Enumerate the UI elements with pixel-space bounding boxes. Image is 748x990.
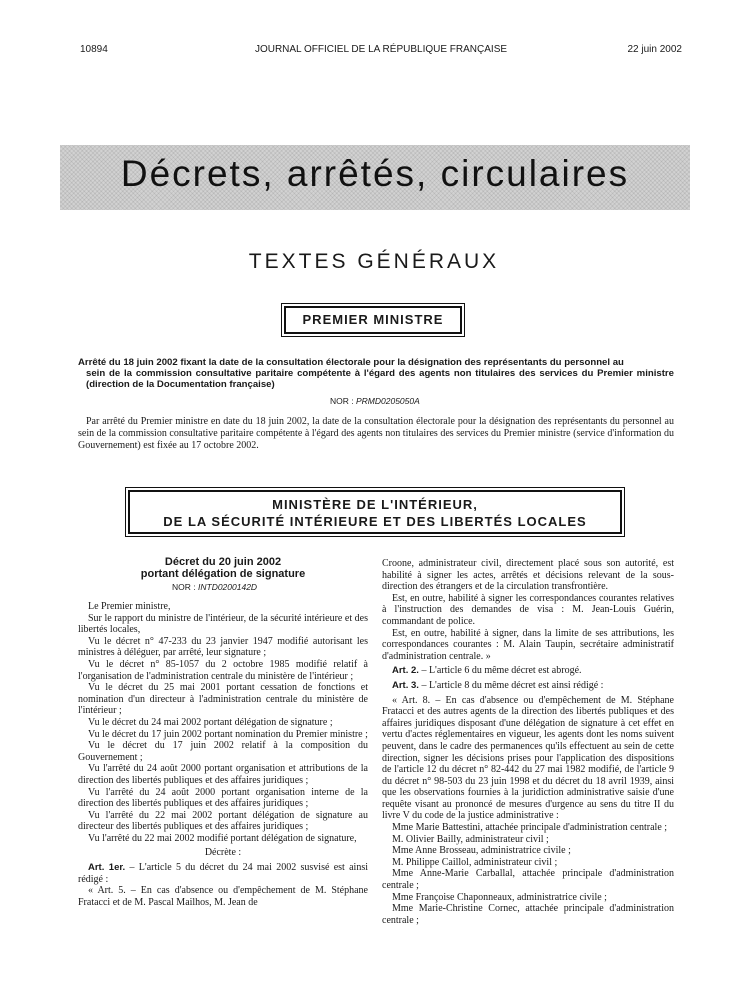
arrete-title	[78, 357, 674, 390]
article-5-quote: « Art. 5. – En cas d'absence ou d'empêchement de M. Stéphane Fratacci et de M. Pascal Mailhos, M. Jean de	[78, 885, 368, 908]
ministere-box	[128, 490, 622, 534]
article-text: – L'article 6 du même décret est abrogé.	[418, 665, 582, 677]
article-1	[78, 862, 368, 885]
nor-label: NOR :	[172, 582, 196, 592]
arrete-title-rest: sein de la commission consultative paritaire compétente à l'égard des agents non titulaires des services du Premier ministre (direction de la Documentation française)	[86, 368, 674, 390]
article-2	[382, 665, 674, 677]
paragraph: Vu l'arrêté du 22 mai 2002 portant délégation de signature au directeur des libertés publiques et des affaires juridiques ;	[78, 809, 368, 833]
nor-code: INTD0200142D	[198, 582, 258, 592]
issue-date: 22 juin 2002	[627, 44, 682, 55]
paragraph: Le Premier ministre,	[88, 601, 171, 612]
agent-item: Mme Anne Brosseau, administratrice civile ;	[392, 845, 571, 857]
article-3	[382, 680, 674, 692]
section-title: TEXTES GÉNÉRAUX	[248, 250, 500, 273]
article-label: Art. 1er.	[88, 862, 126, 874]
left-column	[78, 601, 368, 908]
decret-nor	[172, 582, 257, 592]
paragraph: Vu l'arrêté du 24 août 2000 portant organisation et attributions de la direction des libertés publiques et des affaires juridiques ;	[78, 763, 368, 786]
paragraph: Vu le décret du 17 juin 2002 relatif à la composition du Gouvernement ;	[78, 740, 368, 763]
right-column	[382, 558, 674, 926]
article-text: – L'article 8 du même décret est ainsi rédigé :	[418, 679, 604, 691]
paragraph: Croone, administrateur civil, directement placé sous son autorité, est habilité à signer les actes, arrêtés et décisions relevant de la sous-direction des étrangers et de la circulation transfrontière.	[382, 558, 674, 593]
article-label: Art. 3.	[392, 679, 419, 691]
agent-item: Mme Anne-Marie Carballal, attachée principale d'administration centrale ;	[382, 868, 674, 892]
nor-code: PRMD0205050A	[356, 396, 420, 406]
paragraph: Est, en outre, habilité à signer les correspondances courantes relatives à l'instruction des demandes de visa : M. Jean-Louis Guérin, commandant de police.	[382, 592, 674, 627]
journal-title: JOURNAL OFFICIEL DE LA RÉPUBLIQUE FRANÇAISE	[254, 44, 508, 55]
paragraph: Vu le décret n° 85-1057 du 2 octobre 1985 modifié relatif à l'organisation de l'administration centrale du ministère de l'intérieur ;	[78, 658, 368, 682]
arrete-body: Par arrêté du Premier ministre en date du 18 juin 2002, la date de la consultation électorale pour la désignation des représentants du personnel au sein de la commission consultative paritaire compétente à l'égard des agents non titulaires des services du Premier ministre (service d'information du Gouvernement) est fixée au 17 octobre 2002.	[78, 416, 674, 451]
paragraph: Vu l'arrêté du 24 août 2000 portant organisation interne de la direction des libertés publiques et des affaires juridiques ;	[78, 786, 368, 810]
agent-item: M. Olivier Bailly, administrateur civil ;	[392, 833, 549, 845]
nor-label: NOR :	[330, 396, 354, 406]
article-8-quote: « Art. 8. – En cas d'absence ou d'empêchement de M. Stéphane Fratacci et des autres agents de la direction des libertés publiques et des affaires juridiques disposant d'une délégation de signature à cet effet en vertu d'actes réglementaires en vigueur, les agents dont les noms suivent peuvent, dans le cadre des permanences qu'ils effectuent au sein de cette direction, signer les décisions prises pour l'application des dispositions de l'article 12 du décret n° 82-442 du 27 mai 1982 modifié, de l'article 9 du décret n° 98-503 du 23 juin 1998 et du décret du 18 avril 1939, ainsi que les observations fournies à la juridiction administrative saisie d'une requête visant au prononcé de mesures d'urgence au sens du titre II du livre V du code de la justice administrative :	[382, 694, 674, 822]
page-number: 10894	[80, 44, 108, 55]
agent-item: M. Philippe Caillol, administrateur civil ;	[392, 856, 558, 868]
arrete-nor	[330, 396, 420, 406]
article-label: Art. 2.	[392, 665, 419, 677]
decret-title-line2: portant délégation de signature	[140, 568, 306, 580]
agent-item: Mme Marie Battestini, attachée principale d'administration centrale ;	[392, 822, 668, 834]
paragraph: Vu le décret du 25 mai 2001 portant cessation de fonctions et nomination d'un directeur à l'administration centrale du ministère de l'intérieur ;	[78, 682, 368, 717]
paragraph: Est, en outre, habilité à signer, dans la limite de ses attributions, les correspondances courantes : M. Alain Taupin, secrétaire administratif d'administration centrale. »	[382, 627, 674, 662]
ministere-line2: DE LA SÉCURITÉ INTÉRIEURE ET DES LIBERTÉS LOCALES	[163, 514, 587, 529]
decret-title-line1: Décret du 20 juin 2002	[164, 556, 282, 568]
paragraph: Vu le décret n° 47-233 du 23 janvier 1947 modifié autorisant les ministres à déléguer, par arrêté, leur signature ;	[78, 635, 368, 659]
agent-item: Mme Marie-Christine Cornec, attachée principale d'administration centrale ;	[382, 903, 674, 926]
banner-title: Décrets, arrêtés, circulaires	[120, 153, 630, 194]
premier-ministre-box: PREMIER MINISTRE	[284, 306, 462, 334]
article-text: – L'article 5 du décret du 24 mai 2002 susvisé est ainsi rédigé :	[78, 862, 368, 885]
arrete-title-line1: Arrêté du 18 juin 2002 fixant la date de la consultation électorale pour la désignation des représentants du personnel au	[78, 357, 624, 368]
agent-item: Mme Françoise Chaponneaux, administratrice civile ;	[392, 891, 607, 903]
paragraph: Sur le rapport du ministre de l'intérieur, de la sécurité intérieure et des libertés locales,	[78, 612, 368, 636]
decrete-label: Décrète :	[204, 847, 242, 859]
paragraph: Vu l'arrêté du 22 mai 2002 modifié portant délégation de signature,	[88, 832, 357, 844]
section-banner	[60, 145, 690, 210]
paragraph: Vu le décret du 17 juin 2002 portant nomination du Premier ministre ;	[88, 728, 368, 740]
decret-title	[78, 556, 368, 580]
ministere-line1: MINISTÈRE DE L'INTÉRIEUR,	[272, 497, 478, 512]
paragraph: Vu le décret du 24 mai 2002 portant délégation de signature ;	[88, 716, 333, 728]
